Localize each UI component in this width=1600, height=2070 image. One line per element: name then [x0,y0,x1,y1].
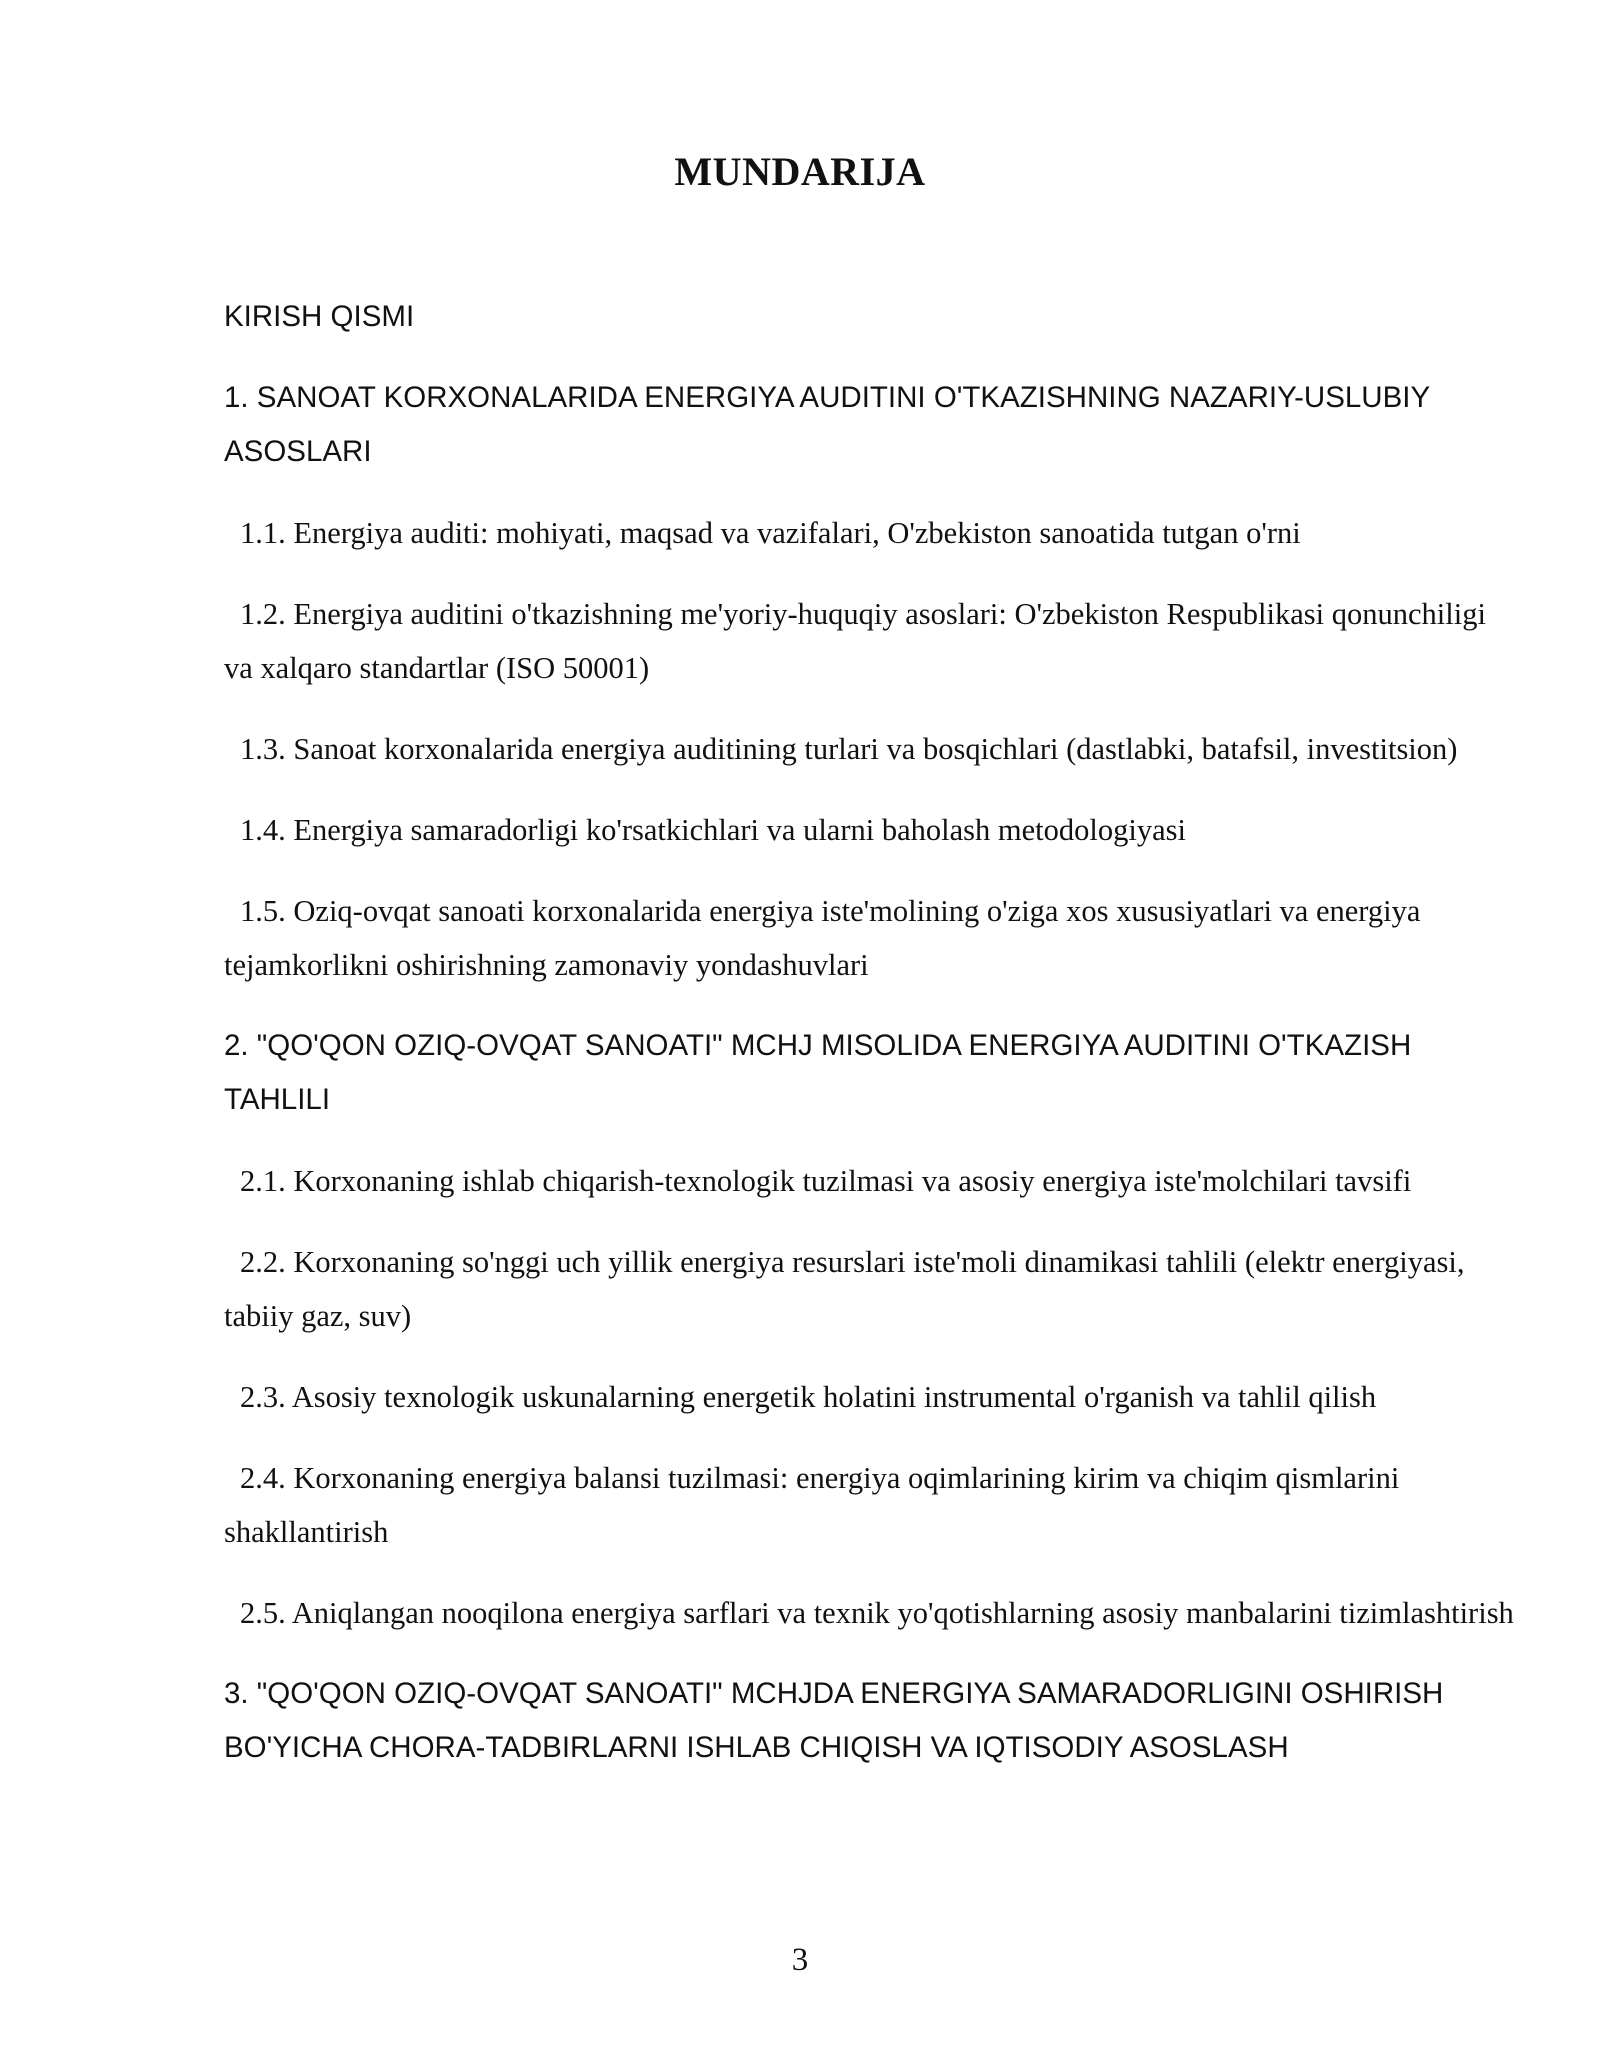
page-number: 3 [791,1942,809,1978]
toc-entry-section-1-5: 1.5. Oziq-ovqat sanoati korxonalarida energiya iste'molining o'ziga xos xususiyatlari va energiya tejamkorlikni oshirishning zamonaviy yondashuvlari [224,894,1421,982]
toc-entry-chapter-2: 2. "QO'QON OZIQ-OVQAT SANOATI" MCHJ MISOLIDA ENERGIYA AUDITINI O'TKAZISH TAHLILI [224,1029,1412,1116]
toc-entry-section-1-2: 1.2. Energiya auditini o'tkazishning me'yoriy-huquqiy asoslari: O'zbekiston Respublikasi qonunchiligi va xalqaro standartlar (ISO 50001) [224,597,1486,685]
toc-entry-section-1-3: 1.3. Sanoat korxonalarida energiya auditining turlari va bosqichlari (dastlabki, batafsil, investitsion) [240,732,1458,766]
toc-entry-section-2-4: 2.4. Korxonaning energiya balansi tuzilmasi: energiya oqimlarining kirim va chiqim qismlarini shakllantirish [224,1461,1400,1549]
toc-entry-introduction: KIRISH QISMI [224,300,415,333]
toc-entry-section-2-1: 2.1. Korxonaning ishlab chiqarish-texnologik tuzilmasi va asosiy energiya iste'molchilari tavsifi [240,1164,1412,1198]
toc-entry-chapter-3: 3. "QO'QON OZIQ-OVQAT SANOATI" MCHJDA ENERGIYA SAMARADORLIGINI OSHIRISH BO'YICHA CHORA-TADBIRLARNI ISHLAB CHIQISH VA IQTISODIY ASOSLASH [224,1677,1444,1764]
toc-entry-section-2-5: 2.5. Aniqlangan nooqilona energiya sarflari va texnik yo'qotishlarning asosiy manbalarini tizimlashtirish [240,1596,1514,1630]
toc-entry-section-1-1: 1.1. Energiya auditi: mohiyati, maqsad va vazifalari, O'zbekiston sanoatida tutgan o'rni [240,516,1301,550]
toc-entry-section-2-2: 2.2. Korxonaning so'nggi uch yillik energiya resurslari iste'moli dinamikasi tahlili (elektr energiyasi, tabiiy gaz, suv) [224,1245,1465,1333]
page-title: MUNDARIJA [674,149,926,194]
toc-entry-chapter-1: 1. SANOAT KORXONALARIDA ENERGIYA AUDITINI O'TKAZISHNING NAZARIY-USLUBIY ASOSLARI [224,381,1430,468]
table-of-contents [224,290,1514,1802]
toc-entry-section-2-3: 2.3. Asosiy texnologik uskunalarning energetik holatini instrumental o'rganish va tahlil qilish [240,1380,1377,1414]
toc-entry-section-1-4: 1.4. Energiya samaradorligi ko'rsatkichlari va ularni baholash metodologiyasi [240,813,1186,847]
